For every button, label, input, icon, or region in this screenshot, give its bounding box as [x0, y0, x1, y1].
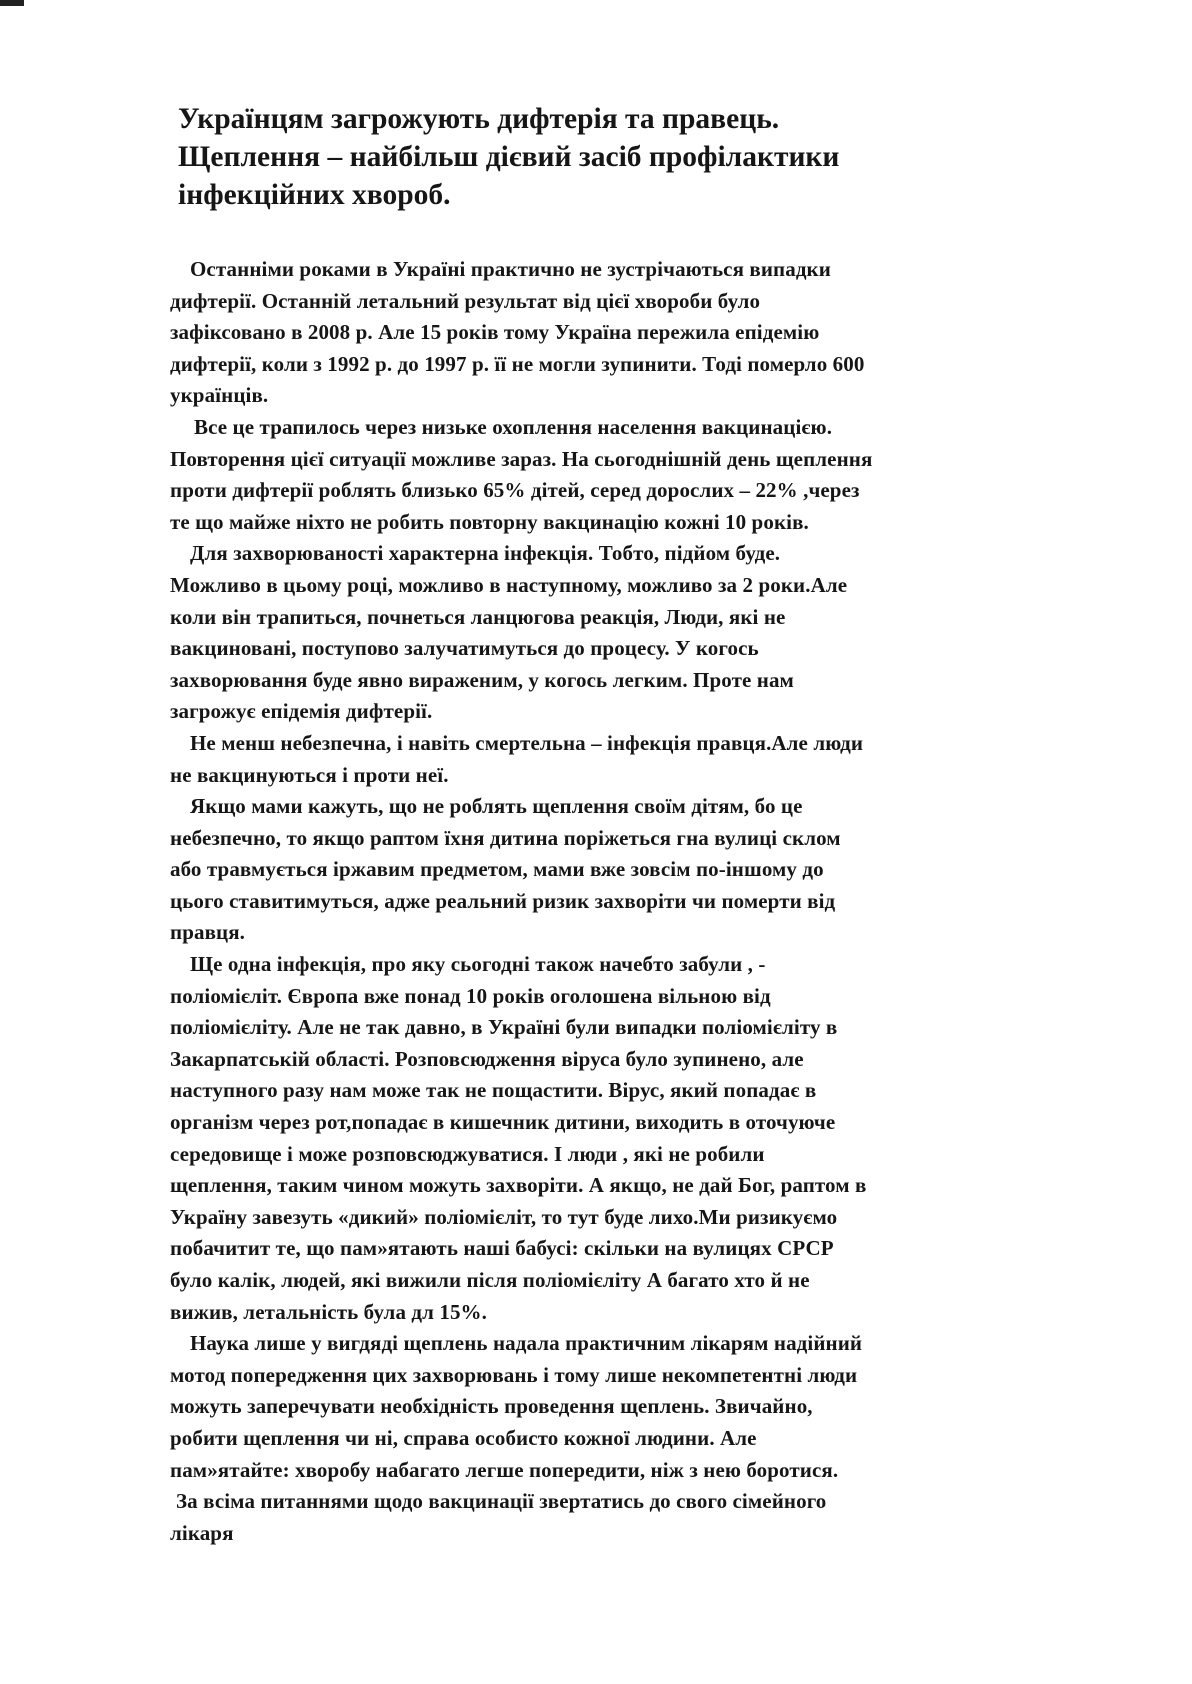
paragraph-line: вакциновані, поступово залучатимуться до процесу. У когось — [170, 636, 759, 661]
paragraph-line: не вакцинуються і проти неї. — [170, 762, 449, 787]
paragraph-line: організм через рот,попадає в кишечник дитини, виходить в оточуюче — [170, 1110, 836, 1135]
paragraph-line: пам»ятайте: хворобу набагато легше попередити, ніж з нею боротися. — [170, 1457, 839, 1482]
paragraph-line: було калік, людей, які вижили після поліомієліту А багато хто й не — [170, 1268, 810, 1292]
paragraph-line: мотод попередження цих захворювань і тому лише некомпетентні люди — [170, 1362, 858, 1387]
paragraph — [170, 412, 1080, 538]
title-line: Українцям загрожують дифтерія та правець. — [178, 103, 780, 135]
document-title — [178, 100, 1080, 214]
paragraph-line: щеплення, таким чином можуть захворіти. А якщо, не дай Бог, раптом в — [170, 1173, 867, 1198]
paragraph-line: загрожує епідемія дифтерії. — [170, 699, 433, 724]
paragraph — [170, 949, 1080, 1328]
paragraph-line: дифтерії, коли з 1992 р. до 1997 р. її не могли зупинити. Тоді померло 600 — [170, 351, 865, 376]
paragraph-line: Все це трапилось через низьке охоплення населення вакцинацією. — [194, 414, 833, 439]
paragraph-line: небезпечно, то якщо раптом їхня дитина поріжеться гна вулиці склом — [170, 825, 841, 850]
paragraph-line: зафіксовано в 2008 р. Але 15 років тому Україна пережила епідемію — [170, 320, 820, 345]
paragraph-line: або травмується іржавим предметом, мами вже зовсім по-іншому до — [170, 857, 824, 882]
paragraph-line: поліомієліту. Але не так давно, в Україні були випадки поліомієліту в — [170, 1015, 838, 1040]
title-line: інфекційних хвороб. — [178, 179, 451, 211]
paragraph-line: правця. — [170, 920, 246, 945]
paragraph-line: цього ставитимуться, адже реальний ризик захворіти чи померти від — [170, 888, 836, 913]
document-page — [170, 100, 1080, 1549]
paragraph-line: захворювання буде явно вираженим, у когось легким. Проте нам — [170, 667, 794, 692]
document-body — [170, 254, 1080, 1549]
paragraph-line: те що майже ніхто не робить повторну вакцинацію кожні 10 років. — [170, 509, 809, 534]
paragraph-line: українців. — [170, 383, 269, 408]
paragraph-line: середовище і може розповсюджуватися. І люди , які не робили — [170, 1141, 765, 1166]
paragraph-line: Якщо мами кажуть, що не роблять щеплення своїм дітям, бо це — [190, 794, 803, 819]
scan-edge-mark — [0, 0, 24, 6]
paragraph — [170, 728, 1080, 791]
paragraph-line: лікаря — [170, 1520, 234, 1545]
paragraph — [170, 538, 1080, 728]
paragraph-line: Ще одна інфекція, про яку сьогодні також начебто забули , - — [190, 952, 766, 977]
title-line: Щеплення – найбільш дієвий засіб профілактики — [178, 141, 840, 173]
paragraph-line: вижив, летальність була дл 15%. — [170, 1299, 487, 1324]
paragraph-line: Останніми роками в Україні практично не зустрічаються випадки — [190, 257, 831, 281]
paragraph-line: Україну завезуть «дикий» поліомієліт, то тут буде лихо.Ми ризикуємо — [170, 1204, 838, 1229]
paragraph-line: коли він трапиться, почнеться ланцюгова реакція, Люди, які не — [170, 604, 786, 629]
paragraph-line: проти дифтерії роблять близько 65% дітей, серед дорослих – 22% ,через — [170, 478, 860, 503]
paragraph-line: Наука лише у вигдяді щеплень надала практичним лікарям надійний — [190, 1331, 863, 1356]
paragraph — [170, 791, 1080, 949]
paragraph-line: робити щеплення чи ні, справа особисто кожної людини. Але — [170, 1425, 757, 1450]
paragraph-line: Для захворюваності характерна інфекція. Тобто, підйом буде. — [190, 541, 781, 566]
paragraph — [170, 1486, 1080, 1549]
paragraph — [170, 254, 1080, 412]
paragraph-line: поліомієліт. Європа вже понад 10 років оголошена вільною від — [170, 983, 771, 1008]
paragraph-line: Повторення цієї ситуації можливе зараз. На сьогоднішній день щеплення — [170, 446, 873, 471]
paragraph-line: За всіма питаннями щодо вакцинації звертатись до свого сімейного — [176, 1489, 827, 1514]
paragraph-line: Закарпатській області. Розповсюдження віруса було зупинено, але — [170, 1046, 804, 1071]
paragraph-line: побачитит те, що пам»ятають наші бабусі: скільки на вулицях СРСР — [170, 1236, 834, 1261]
paragraph-line: дифтерії. Останній летальний результат від цієї хвороби було — [170, 288, 761, 313]
paragraph-line: наступного разу нам може так не пощастити. Вірус, який попадає в — [170, 1078, 817, 1103]
paragraph-line: Можливо в цьому році, можливо в наступному, можливо за 2 роки.Але — [170, 572, 848, 597]
paragraph-line: Не менш небезпечна, і навіть смертельна – інфекція правця.Але люди — [190, 730, 864, 755]
paragraph — [170, 1328, 1080, 1486]
paragraph-line: можуть заперечувати необхідність проведення щеплень. Звичайно, — [170, 1394, 813, 1419]
